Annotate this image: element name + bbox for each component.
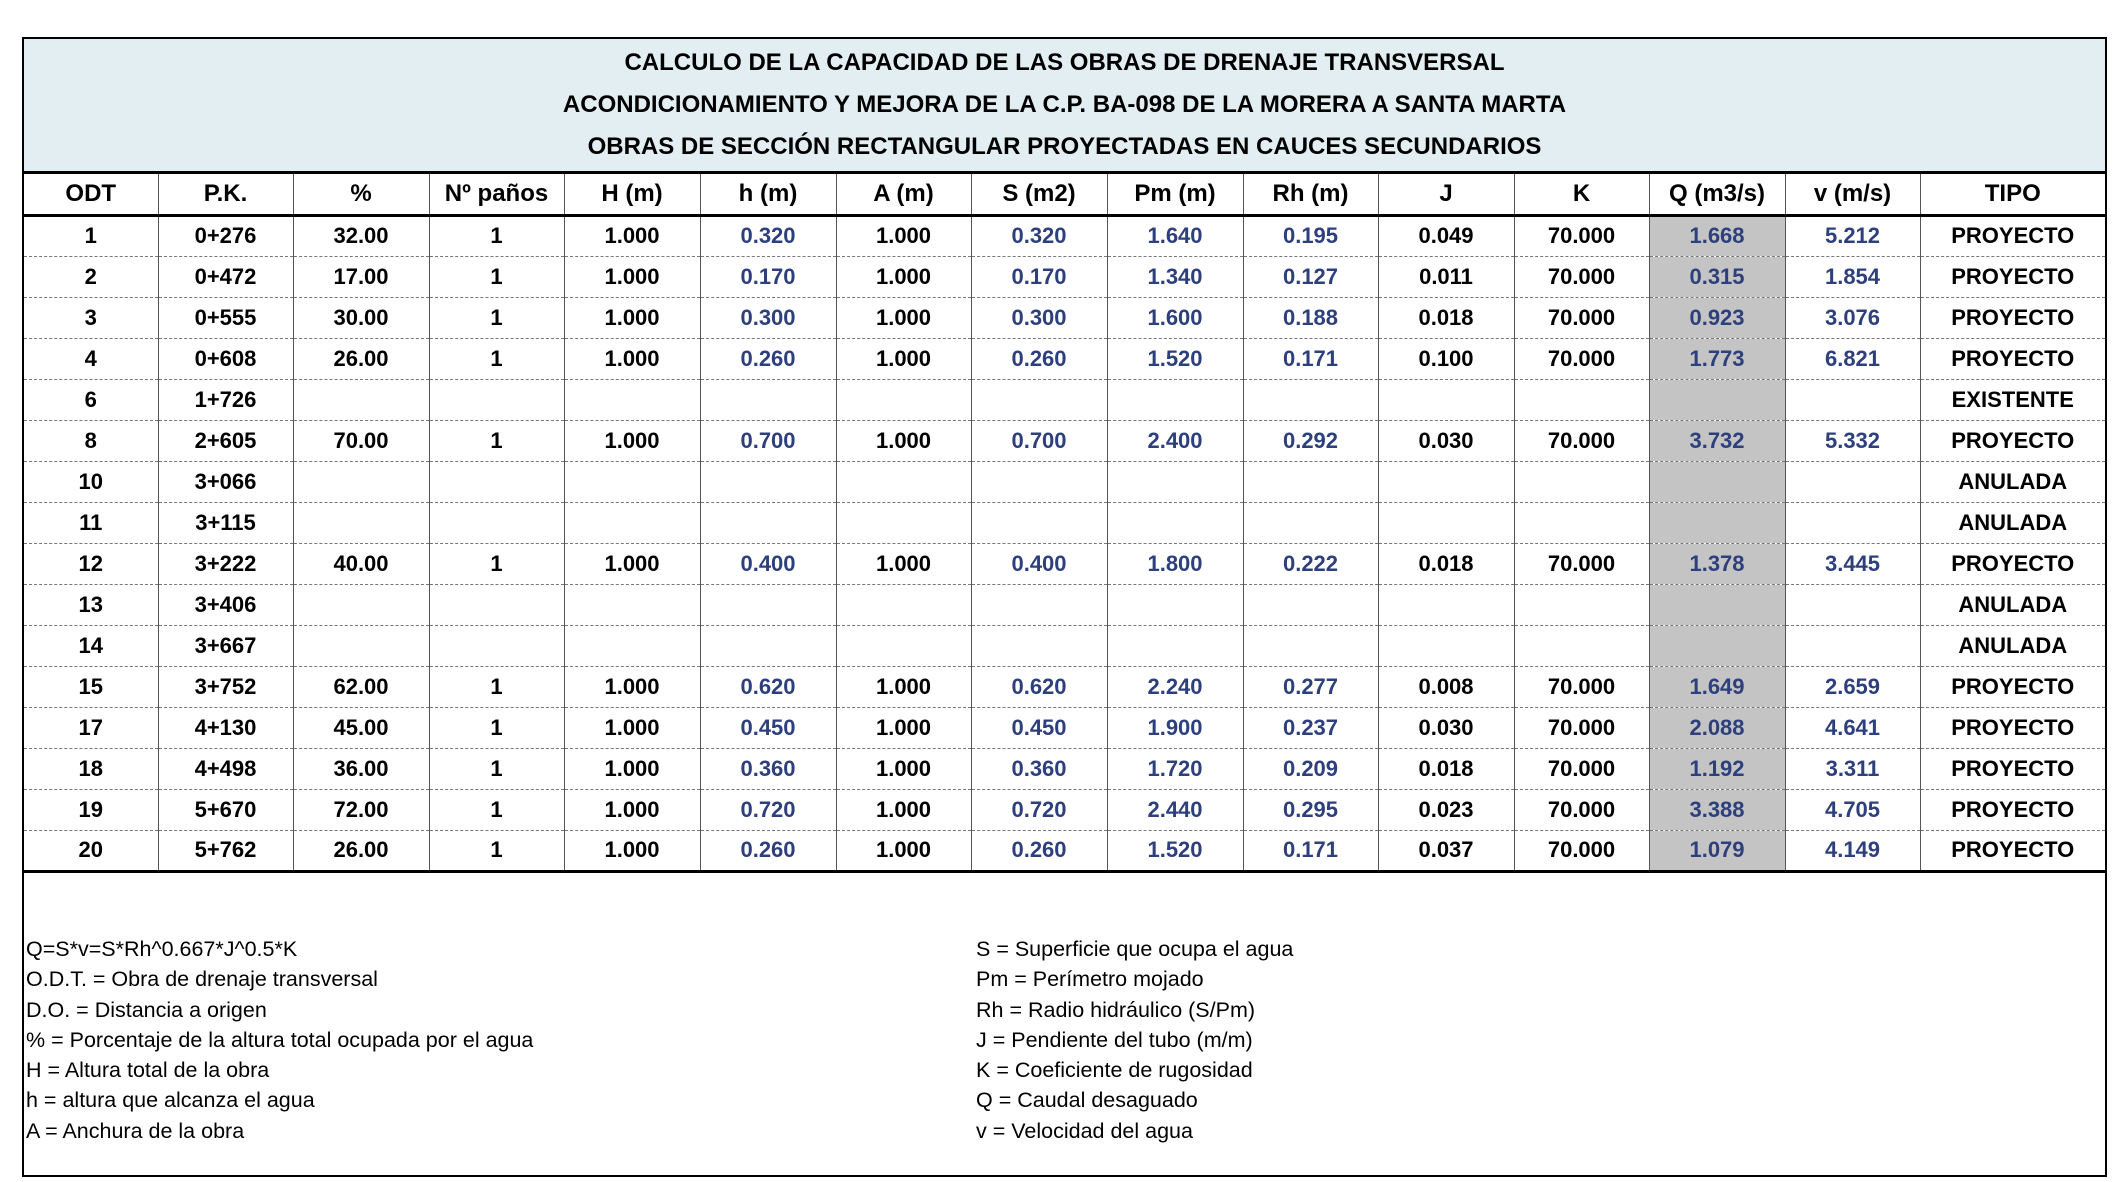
cell-v <box>1785 584 1920 625</box>
column-header-tipo: TIPO <box>1920 174 2105 215</box>
cell-h-water <box>700 461 836 502</box>
cell-s: 0.260 <box>971 830 1107 871</box>
cell-v: 5.332 <box>1785 420 1920 461</box>
cell-a <box>836 461 971 502</box>
cell-pm <box>1107 461 1243 502</box>
cell-k <box>1514 625 1649 666</box>
column-header-pk: P.K. <box>158 174 293 215</box>
cell-k <box>1514 461 1649 502</box>
legend-line: S = Superficie que ocupa el agua <box>976 937 1294 961</box>
legend-line: O.D.T. = Obra de drenaje transversal <box>26 967 378 992</box>
cell-s: 0.170 <box>971 256 1107 297</box>
cell-rh: 0.237 <box>1243 707 1378 748</box>
cell-h-water <box>700 379 836 420</box>
cell-a: 1.000 <box>836 420 971 461</box>
cell-panos: 1 <box>429 338 564 379</box>
table-row <box>24 543 2105 584</box>
cell-h-water: 0.170 <box>700 256 836 297</box>
table-row <box>24 789 2105 830</box>
table-row <box>24 256 2105 297</box>
cell-h-total: 1.000 <box>564 297 700 338</box>
cell-v: 2.659 <box>1785 666 1920 707</box>
cell-a <box>836 584 971 625</box>
cell-v: 5.212 <box>1785 215 1920 256</box>
cell-q: 3.732 <box>1649 420 1785 461</box>
cell-tipo: ANULADA <box>1920 625 2105 666</box>
cell-q: 1.668 <box>1649 215 1785 256</box>
cell-pk: 3+406 <box>158 584 293 625</box>
cell-percent: 17.00 <box>293 256 429 297</box>
cell-tipo: PROYECTO <box>1920 789 2105 830</box>
legend-line: J = Pendiente del tubo (m/m) <box>976 1027 1253 1052</box>
cell-v <box>1785 461 1920 502</box>
cell-rh: 0.209 <box>1243 748 1378 789</box>
cell-rh <box>1243 625 1378 666</box>
cell-pk: 4+130 <box>158 707 293 748</box>
cell-pk: 2+605 <box>158 420 293 461</box>
cell-rh <box>1243 502 1378 543</box>
cell-j <box>1378 379 1514 420</box>
cell-v: 1.854 <box>1785 256 1920 297</box>
legend-line: H = Altura total de la obra <box>26 1058 270 1083</box>
cell-pm <box>1107 502 1243 543</box>
cell-odt: 11 <box>24 502 158 543</box>
cell-k: 70.000 <box>1514 543 1649 584</box>
cell-pk: 3+752 <box>158 666 293 707</box>
title-line-1: CALCULO DE LA CAPACIDAD DE LAS OBRAS DE DRENAJE TRANSVERSAL <box>624 49 1505 76</box>
cell-pm: 2.240 <box>1107 666 1243 707</box>
cell-h-total: 1.000 <box>564 338 700 379</box>
cell-panos <box>429 502 564 543</box>
cell-s <box>971 502 1107 543</box>
cell-a: 1.000 <box>836 297 971 338</box>
cell-rh: 0.171 <box>1243 338 1378 379</box>
cell-h-water <box>700 584 836 625</box>
cell-k <box>1514 379 1649 420</box>
cell-h-total: 1.000 <box>564 830 700 871</box>
cell-rh: 0.277 <box>1243 666 1378 707</box>
cell-q: 1.079 <box>1649 830 1785 871</box>
cell-percent: 26.00 <box>293 830 429 871</box>
cell-q: 0.315 <box>1649 256 1785 297</box>
cell-percent: 45.00 <box>293 707 429 748</box>
cell-h-total: 1.000 <box>564 420 700 461</box>
table-header-row <box>24 174 2105 215</box>
column-header-v: v (m/s) <box>1785 174 1920 215</box>
cell-pk: 0+472 <box>158 256 293 297</box>
cell-h-water: 0.260 <box>700 830 836 871</box>
cell-panos: 1 <box>429 789 564 830</box>
cell-tipo: PROYECTO <box>1920 830 2105 871</box>
cell-s: 0.400 <box>971 543 1107 584</box>
cell-pk: 3+667 <box>158 625 293 666</box>
cell-tipo: PROYECTO <box>1920 297 2105 338</box>
cell-tipo: EXISTENTE <box>1920 379 2105 420</box>
cell-odt: 19 <box>24 789 158 830</box>
cell-a <box>836 625 971 666</box>
column-header-percent: % <box>293 174 429 215</box>
cell-percent: 26.00 <box>293 338 429 379</box>
cell-rh: 0.127 <box>1243 256 1378 297</box>
cell-pm: 1.720 <box>1107 748 1243 789</box>
cell-k: 70.000 <box>1514 215 1649 256</box>
cell-v: 4.149 <box>1785 830 1920 871</box>
cell-rh: 0.195 <box>1243 215 1378 256</box>
cell-q <box>1649 461 1785 502</box>
cell-a: 1.000 <box>836 789 971 830</box>
cell-pk: 3+222 <box>158 543 293 584</box>
legend-right-column <box>976 934 1293 1146</box>
cell-percent: 36.00 <box>293 748 429 789</box>
cell-pm: 1.640 <box>1107 215 1243 256</box>
cell-a <box>836 379 971 420</box>
cell-h-water: 0.260 <box>700 338 836 379</box>
cell-pm: 2.400 <box>1107 420 1243 461</box>
cell-odt: 10 <box>24 461 158 502</box>
cell-odt: 15 <box>24 666 158 707</box>
cell-panos <box>429 625 564 666</box>
cell-percent: 32.00 <box>293 215 429 256</box>
cell-j: 0.011 <box>1378 256 1514 297</box>
cell-tipo: PROYECTO <box>1920 748 2105 789</box>
table-row <box>24 707 2105 748</box>
cell-odt: 13 <box>24 584 158 625</box>
cell-tipo: PROYECTO <box>1920 420 2105 461</box>
cell-odt: 18 <box>24 748 158 789</box>
cell-h-water: 0.360 <box>700 748 836 789</box>
cell-pk: 3+115 <box>158 502 293 543</box>
cell-odt: 12 <box>24 543 158 584</box>
table-row <box>24 215 2105 256</box>
cell-v: 4.641 <box>1785 707 1920 748</box>
cell-j <box>1378 625 1514 666</box>
cell-h-total <box>564 584 700 625</box>
table-row <box>24 461 2105 502</box>
table-body <box>24 215 2105 871</box>
cell-panos: 1 <box>429 830 564 871</box>
cell-k: 70.000 <box>1514 789 1649 830</box>
cell-rh: 0.171 <box>1243 830 1378 871</box>
cell-h-total: 1.000 <box>564 789 700 830</box>
cell-h-water: 0.620 <box>700 666 836 707</box>
cell-v <box>1785 379 1920 420</box>
cell-percent: 62.00 <box>293 666 429 707</box>
cell-a: 1.000 <box>836 748 971 789</box>
cell-q <box>1649 502 1785 543</box>
legend-line: v = Velocidad del agua <box>976 1118 1193 1143</box>
cell-a: 1.000 <box>836 256 971 297</box>
cell-rh: 0.188 <box>1243 297 1378 338</box>
cell-v: 6.821 <box>1785 338 1920 379</box>
cell-tipo: PROYECTO <box>1920 215 2105 256</box>
cell-q <box>1649 379 1785 420</box>
title-line-3: OBRAS DE SECCIÓN RECTANGULAR PROYECTADAS EN CAUCES SECUNDARIOS <box>587 133 1542 160</box>
cell-j <box>1378 502 1514 543</box>
cell-j: 0.037 <box>1378 830 1514 871</box>
cell-odt: 6 <box>24 379 158 420</box>
cell-tipo: PROYECTO <box>1920 707 2105 748</box>
cell-a: 1.000 <box>836 338 971 379</box>
cell-tipo: PROYECTO <box>1920 666 2105 707</box>
table-row <box>24 338 2105 379</box>
table-row <box>24 584 2105 625</box>
cell-h-total: 1.000 <box>564 707 700 748</box>
cell-s: 0.300 <box>971 297 1107 338</box>
table-row <box>24 502 2105 543</box>
cell-q: 3.388 <box>1649 789 1785 830</box>
table-row <box>24 379 2105 420</box>
cell-panos: 1 <box>429 420 564 461</box>
cell-k: 70.000 <box>1514 256 1649 297</box>
cell-panos: 1 <box>429 666 564 707</box>
cell-j: 0.018 <box>1378 297 1514 338</box>
cell-v: 3.445 <box>1785 543 1920 584</box>
cell-tipo: ANULADA <box>1920 502 2105 543</box>
cell-k: 70.000 <box>1514 748 1649 789</box>
cell-pk: 5+762 <box>158 830 293 871</box>
legend-left-column <box>26 934 533 1146</box>
cell-panos <box>429 379 564 420</box>
cell-percent: 72.00 <box>293 789 429 830</box>
cell-h-water: 0.320 <box>700 215 836 256</box>
cell-panos: 1 <box>429 215 564 256</box>
cell-q <box>1649 625 1785 666</box>
cell-pk: 0+276 <box>158 215 293 256</box>
cell-panos <box>429 584 564 625</box>
cell-rh <box>1243 379 1378 420</box>
cell-percent: 30.00 <box>293 297 429 338</box>
column-header-pm: Pm (m) <box>1107 174 1243 215</box>
cell-h-water: 0.400 <box>700 543 836 584</box>
cell-h-total: 1.000 <box>564 256 700 297</box>
cell-q: 1.773 <box>1649 338 1785 379</box>
column-header-odt: ODT <box>24 174 158 215</box>
cell-h-total <box>564 502 700 543</box>
cell-h-total: 1.000 <box>564 215 700 256</box>
cell-s: 0.620 <box>971 666 1107 707</box>
cell-k: 70.000 <box>1514 666 1649 707</box>
cell-s: 0.700 <box>971 420 1107 461</box>
cell-panos <box>429 461 564 502</box>
cell-v <box>1785 502 1920 543</box>
cell-pm: 1.600 <box>1107 297 1243 338</box>
cell-s: 0.360 <box>971 748 1107 789</box>
cell-rh <box>1243 584 1378 625</box>
cell-v: 4.705 <box>1785 789 1920 830</box>
cell-q: 2.088 <box>1649 707 1785 748</box>
cell-tipo: PROYECTO <box>1920 338 2105 379</box>
cell-pk: 3+066 <box>158 461 293 502</box>
cell-q <box>1649 584 1785 625</box>
cell-v: 3.311 <box>1785 748 1920 789</box>
cell-a: 1.000 <box>836 215 971 256</box>
cell-a: 1.000 <box>836 543 971 584</box>
cell-percent: 70.00 <box>293 420 429 461</box>
table-row <box>24 748 2105 789</box>
legend-line: Pm = Perímetro mojado <box>976 967 1204 992</box>
cell-h-total: 1.000 <box>564 543 700 584</box>
cell-odt: 4 <box>24 338 158 379</box>
cell-percent <box>293 461 429 502</box>
title-block <box>24 39 2105 174</box>
cell-h-water: 0.300 <box>700 297 836 338</box>
cell-tipo: PROYECTO <box>1920 543 2105 584</box>
cell-rh <box>1243 461 1378 502</box>
cell-a <box>836 502 971 543</box>
cell-pm: 1.340 <box>1107 256 1243 297</box>
cell-k: 70.000 <box>1514 830 1649 871</box>
cell-j: 0.023 <box>1378 789 1514 830</box>
column-header-q: Q (m3/s) <box>1649 174 1785 215</box>
cell-percent <box>293 584 429 625</box>
cell-s: 0.260 <box>971 338 1107 379</box>
cell-h-total <box>564 625 700 666</box>
cell-panos: 1 <box>429 707 564 748</box>
cell-odt: 2 <box>24 256 158 297</box>
cell-j: 0.100 <box>1378 338 1514 379</box>
column-header-rh: Rh (m) <box>1243 174 1378 215</box>
cell-odt: 14 <box>24 625 158 666</box>
cell-tipo: ANULADA <box>1920 584 2105 625</box>
cell-panos: 1 <box>429 256 564 297</box>
cell-h-water: 0.450 <box>700 707 836 748</box>
cell-panos: 1 <box>429 297 564 338</box>
cell-k: 70.000 <box>1514 707 1649 748</box>
cell-h-water: 0.720 <box>700 789 836 830</box>
cell-pk: 0+555 <box>158 297 293 338</box>
cell-j: 0.030 <box>1378 707 1514 748</box>
cell-pm: 1.520 <box>1107 830 1243 871</box>
title-line-2: ACONDICIONAMIENTO Y MEJORA DE LA C.P. BA-098 DE LA MORERA A SANTA MARTA <box>562 91 1567 118</box>
legend-line: Q=S*v=S*Rh^0.667*J^0.5*K <box>26 937 298 961</box>
column-header-a: A (m) <box>836 174 971 215</box>
cell-s <box>971 379 1107 420</box>
column-header-h-total: H (m) <box>564 174 700 215</box>
legend-line: Q = Caudal desaguado <box>976 1088 1198 1113</box>
cell-rh: 0.292 <box>1243 420 1378 461</box>
cell-s <box>971 584 1107 625</box>
cell-k: 70.000 <box>1514 338 1649 379</box>
column-header-s: S (m2) <box>971 174 1107 215</box>
cell-rh: 0.222 <box>1243 543 1378 584</box>
cell-a: 1.000 <box>836 707 971 748</box>
cell-pm <box>1107 625 1243 666</box>
cell-pk: 0+608 <box>158 338 293 379</box>
cell-q: 1.378 <box>1649 543 1785 584</box>
cell-j <box>1378 461 1514 502</box>
cell-s: 0.320 <box>971 215 1107 256</box>
cell-a: 1.000 <box>836 666 971 707</box>
cell-h-total: 1.000 <box>564 666 700 707</box>
cell-percent <box>293 502 429 543</box>
cell-k: 70.000 <box>1514 297 1649 338</box>
cell-s: 0.720 <box>971 789 1107 830</box>
cell-j: 0.049 <box>1378 215 1514 256</box>
cell-s <box>971 461 1107 502</box>
cell-j: 0.018 <box>1378 748 1514 789</box>
cell-pk: 1+726 <box>158 379 293 420</box>
cell-pm: 2.440 <box>1107 789 1243 830</box>
cell-percent <box>293 379 429 420</box>
cell-odt: 17 <box>24 707 158 748</box>
cell-q: 1.649 <box>1649 666 1785 707</box>
drainage-capacity-table <box>24 174 2105 873</box>
cell-q: 1.192 <box>1649 748 1785 789</box>
column-header-panos: Nº paños <box>429 174 564 215</box>
spreadsheet-sheet <box>22 37 2107 1177</box>
legend-line: Rh = Radio hidráulico (S/Pm) <box>976 997 1256 1022</box>
cell-tipo: PROYECTO <box>1920 256 2105 297</box>
table-row <box>24 420 2105 461</box>
cell-panos: 1 <box>429 748 564 789</box>
cell-pm: 1.520 <box>1107 338 1243 379</box>
cell-s <box>971 625 1107 666</box>
cell-odt: 8 <box>24 420 158 461</box>
cell-j: 0.008 <box>1378 666 1514 707</box>
cell-k <box>1514 584 1649 625</box>
cell-a: 1.000 <box>836 830 971 871</box>
cell-pm <box>1107 584 1243 625</box>
cell-pm: 1.900 <box>1107 707 1243 748</box>
legend-line: A = Anchura de la obra <box>26 1118 245 1143</box>
cell-panos: 1 <box>429 543 564 584</box>
cell-j <box>1378 584 1514 625</box>
legend-line: K = Coeficiente de rugosidad <box>976 1058 1253 1083</box>
cell-v: 3.076 <box>1785 297 1920 338</box>
cell-q: 0.923 <box>1649 297 1785 338</box>
cell-h-water <box>700 502 836 543</box>
column-header-k: K <box>1514 174 1649 215</box>
cell-pk: 5+670 <box>158 789 293 830</box>
cell-pm <box>1107 379 1243 420</box>
cell-h-total <box>564 461 700 502</box>
cell-tipo: ANULADA <box>1920 461 2105 502</box>
cell-odt: 3 <box>24 297 158 338</box>
cell-rh: 0.295 <box>1243 789 1378 830</box>
table-row <box>24 625 2105 666</box>
cell-j: 0.018 <box>1378 543 1514 584</box>
cell-h-water <box>700 625 836 666</box>
cell-pm: 1.800 <box>1107 543 1243 584</box>
legend-line: % = Porcentaje de la altura total ocupada por el agua <box>26 1027 534 1052</box>
cell-k: 70.000 <box>1514 420 1649 461</box>
cell-pk: 4+498 <box>158 748 293 789</box>
column-header-j: J <box>1378 174 1514 215</box>
cell-percent <box>293 625 429 666</box>
cell-odt: 20 <box>24 830 158 871</box>
cell-v <box>1785 625 1920 666</box>
cell-s: 0.450 <box>971 707 1107 748</box>
table-row <box>24 830 2105 871</box>
table-row <box>24 666 2105 707</box>
legend-line: D.O. = Distancia a origen <box>26 997 267 1022</box>
cell-j: 0.030 <box>1378 420 1514 461</box>
cell-k <box>1514 502 1649 543</box>
cell-percent: 40.00 <box>293 543 429 584</box>
table-row <box>24 297 2105 338</box>
cell-odt: 1 <box>24 215 158 256</box>
cell-h-total: 1.000 <box>564 748 700 789</box>
legend-line: h = altura que alcanza el agua <box>26 1088 315 1113</box>
column-header-h-water: h (m) <box>700 174 836 215</box>
cell-h-total <box>564 379 700 420</box>
cell-h-water: 0.700 <box>700 420 836 461</box>
